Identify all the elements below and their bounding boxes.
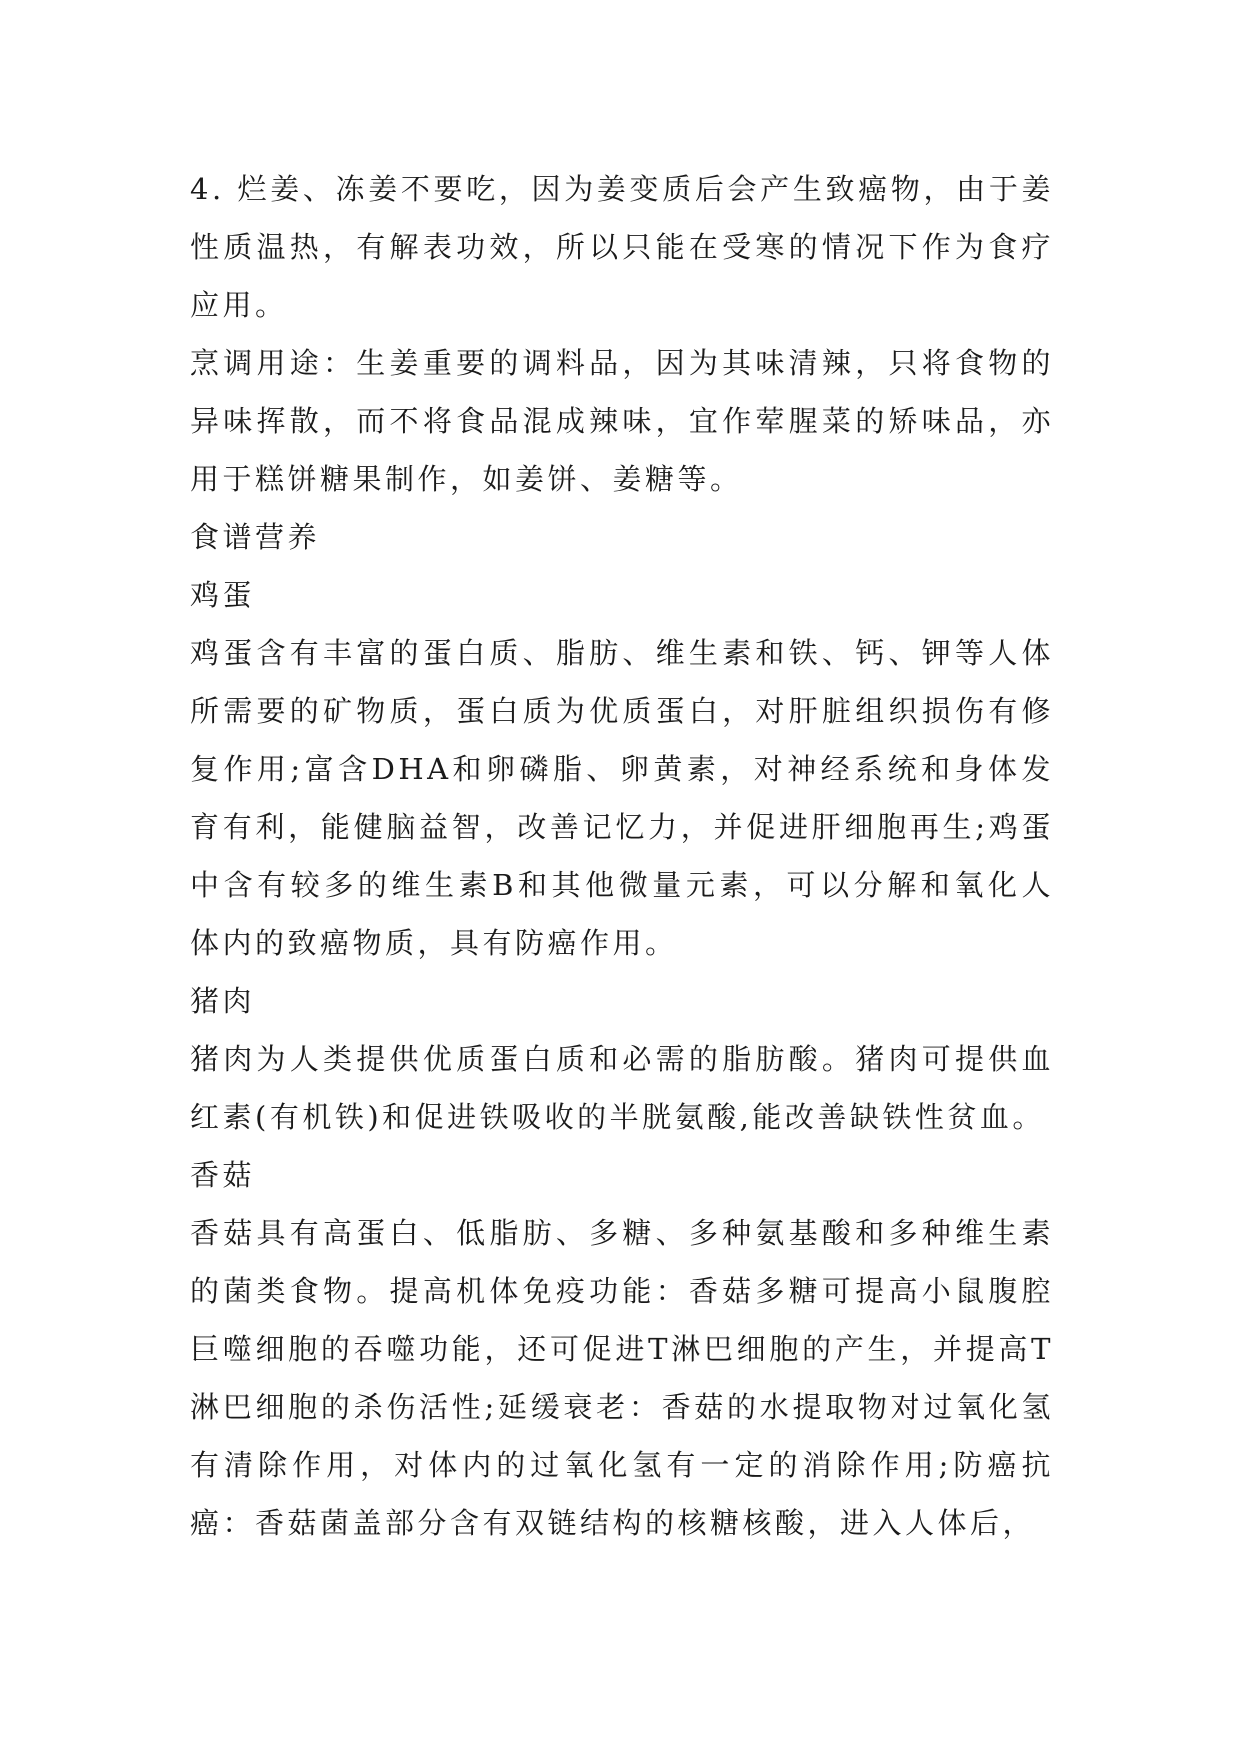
paragraph-shiitake: 香菇具有高蛋白、低脂肪、多糖、多种氨基酸和多种维生素的菌类食物。提高机体免疫功能：香菇多糖可提高小鼠腹腔巨噬细胞的吞噬功能，还可促进T淋巴细胞的产生，并提高T淋巴细胞的杀伤活性;延缓衰老：香菇的水提取物对过氧化氢有清除作用，对体内的过氧化氢有一定的消除作用;防癌抗癌：香菇菌盖部分含有双链结构的核糖核酸，进入人体后， xyxy=(190,1216,1054,1540)
heading-recipe-nutrition: 食谱营养 xyxy=(190,520,321,554)
paragraph-pork: 猪肉为人类提供优质蛋白质和必需的脂肪酸。猪肉可提供血红素(有机铁)和促进铁吸收的半胱氨酸,能改善缺铁性贫血。 xyxy=(190,1042,1054,1134)
paragraph-cooking-uses: 烹调用途：生姜重要的调料品，因为其味清辣，只将食物的异味挥散，而不将食品混成辣味，宜作荤腥菜的矫味品，亦用于糕饼糖果制作，如姜饼、姜糖等。 xyxy=(190,346,1054,496)
heading-shiitake: 香菇 xyxy=(190,1158,256,1192)
paragraph-egg: 鸡蛋含有丰富的蛋白质、脂肪、维生素和铁、钙、钾等人体所需要的矿物质，蛋白质为优质蛋白，对肝脏组织损伤有修复作用;富含DHA和卵磷脂、卵黄素，对神经系统和身体发育有利，能健脑益智，改善记忆力，并促进肝细胞再生;鸡蛋中含有较多的维生素B和其他微量元素，可以分解和氧化人体内的致癌物质，具有防癌作用。 xyxy=(190,636,1054,960)
heading-pork: 猪肉 xyxy=(190,984,256,1018)
heading-egg: 鸡蛋 xyxy=(190,578,256,612)
document-body xyxy=(190,160,1054,1552)
paragraph-ginger-warning: 4. 烂姜、冻姜不要吃，因为姜变质后会产生致癌物，由于姜性质温热，有解表功效，所以只能在受寒的情况下作为食疗应用。 xyxy=(190,172,1054,322)
